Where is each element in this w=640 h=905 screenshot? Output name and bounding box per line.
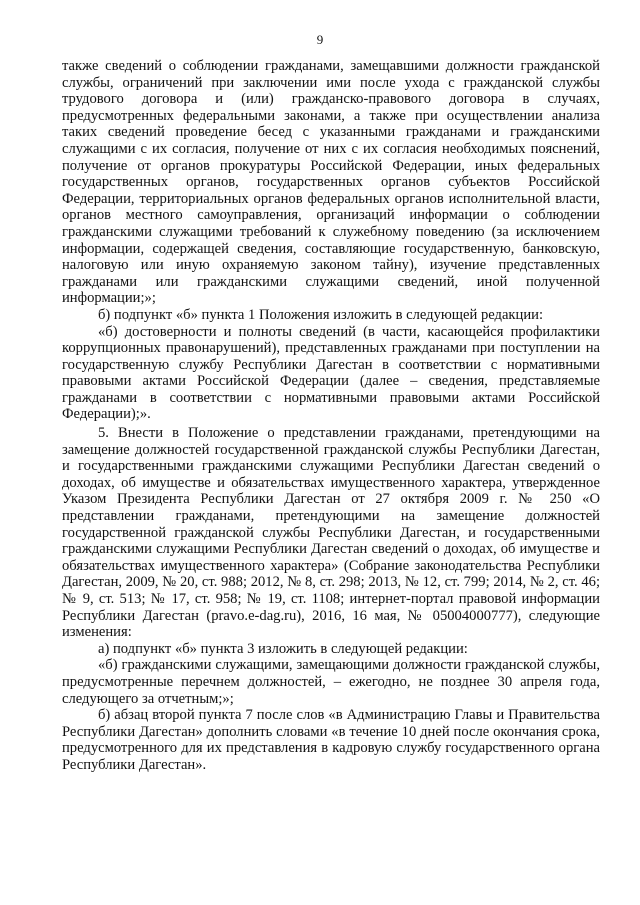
paragraph-subitem-a: а) подпункт «б» пункта 3 изложить в следующей редакции: <box>98 640 468 657</box>
paragraph-subitem-b-2: б) абзац второй пункта 7 после слов «в Администрацию Главы и Правительства Республики Дагестан» дополнить словами «в течение 10 дней после окончания срока, предусмотренного для их представления в кадровую службу государственного органа Республики Дагестан». <box>62 707 600 773</box>
document-body <box>62 58 600 774</box>
paragraph-quoted-b-2: «б) гражданскими служащими, замещающими должности гражданской службы, предусмотренные перечнем должностей, – ежегодно, не позднее 30 апреля года, следующего за отчетным;»; <box>62 657 600 707</box>
paragraph-quoted-b: «б) достоверности и полноты сведений (в части, касающейся профилактики коррупционных правонарушений), представленных гражданами при поступлении на государственную службу Республики Дагестан в соответствии с нормативными правовыми актами Российской Федерации (далее – сведения, представляемые гражданами в соответствии с нормативными правовыми актами Российской Федерации);». <box>62 323 600 423</box>
paragraph-subitem-b: б) подпункт «б» пункта 1 Положения изложить в следующей редакции: <box>98 306 544 323</box>
paragraph-continuation: также сведений о соблюдении гражданами, замещавшими должности гражданской службы, ограничений при заключении ими после ухода с гражданской службы трудового договора и (или) гражданско-правового договора в случаях, предусмотренных федеральными законами, а также при осуществлении анализа таких сведений проведение бесед с указанными гражданами и гражданскими служащими с их согласия, получение от них с их согласия необходимых пояснений, получение от органов прокуратуры Российской Федерации, иных федеральных государственных органов, государственных органов субъектов Российской Федерации, территориальных органов федеральных органов исполнительной власти, органов местного самоуправления, организаций информации о соблюдении гражданскими служащими требований к служебному поведению (за исключением информации, содержащей сведения, составляющие государственную, банковскую, налоговую или иную охраняемую законом тайну), изучение представленных гражданами или гражданскими служащими сведений, иной полученной информации;»; <box>62 58 600 307</box>
paragraph-item-5: 5. Внести в Положение о представлении гражданами, претендующими на замещение должностей государственной гражданской службы Республики Дагестан, и государственными гражданскими служащими Республики Дагестан сведений о доходах, об имуществе и обязательствах имущественного характера, утвержденное Указом Президента Республики Дагестан от 27 октября 2009 г. № 250 «О представлении гражданами, претендующими на замещение должностей государственной гражданской службы Республики Дагестан, и государственными гражданскими служащими Республики Дагестан сведений о доходах, об имуществе и обязательствах имущественного характера» (Собрание законодательства Республики Дагестан, 2009, № 20, ст. 988; 2012, № 8, ст. 298; 2013, № 12, ст. 799; 2014, № 2, ст. 46; № 9, ст. 513; № 17, ст. 958; № 19, ст. 1108; интернет-портал правовой информации Республики Дагестан (pravo.e-dag.ru), 2016, 16 мая, № 05004000777), следующие изменения: <box>62 425 600 641</box>
page-number: 9 <box>316 32 324 47</box>
